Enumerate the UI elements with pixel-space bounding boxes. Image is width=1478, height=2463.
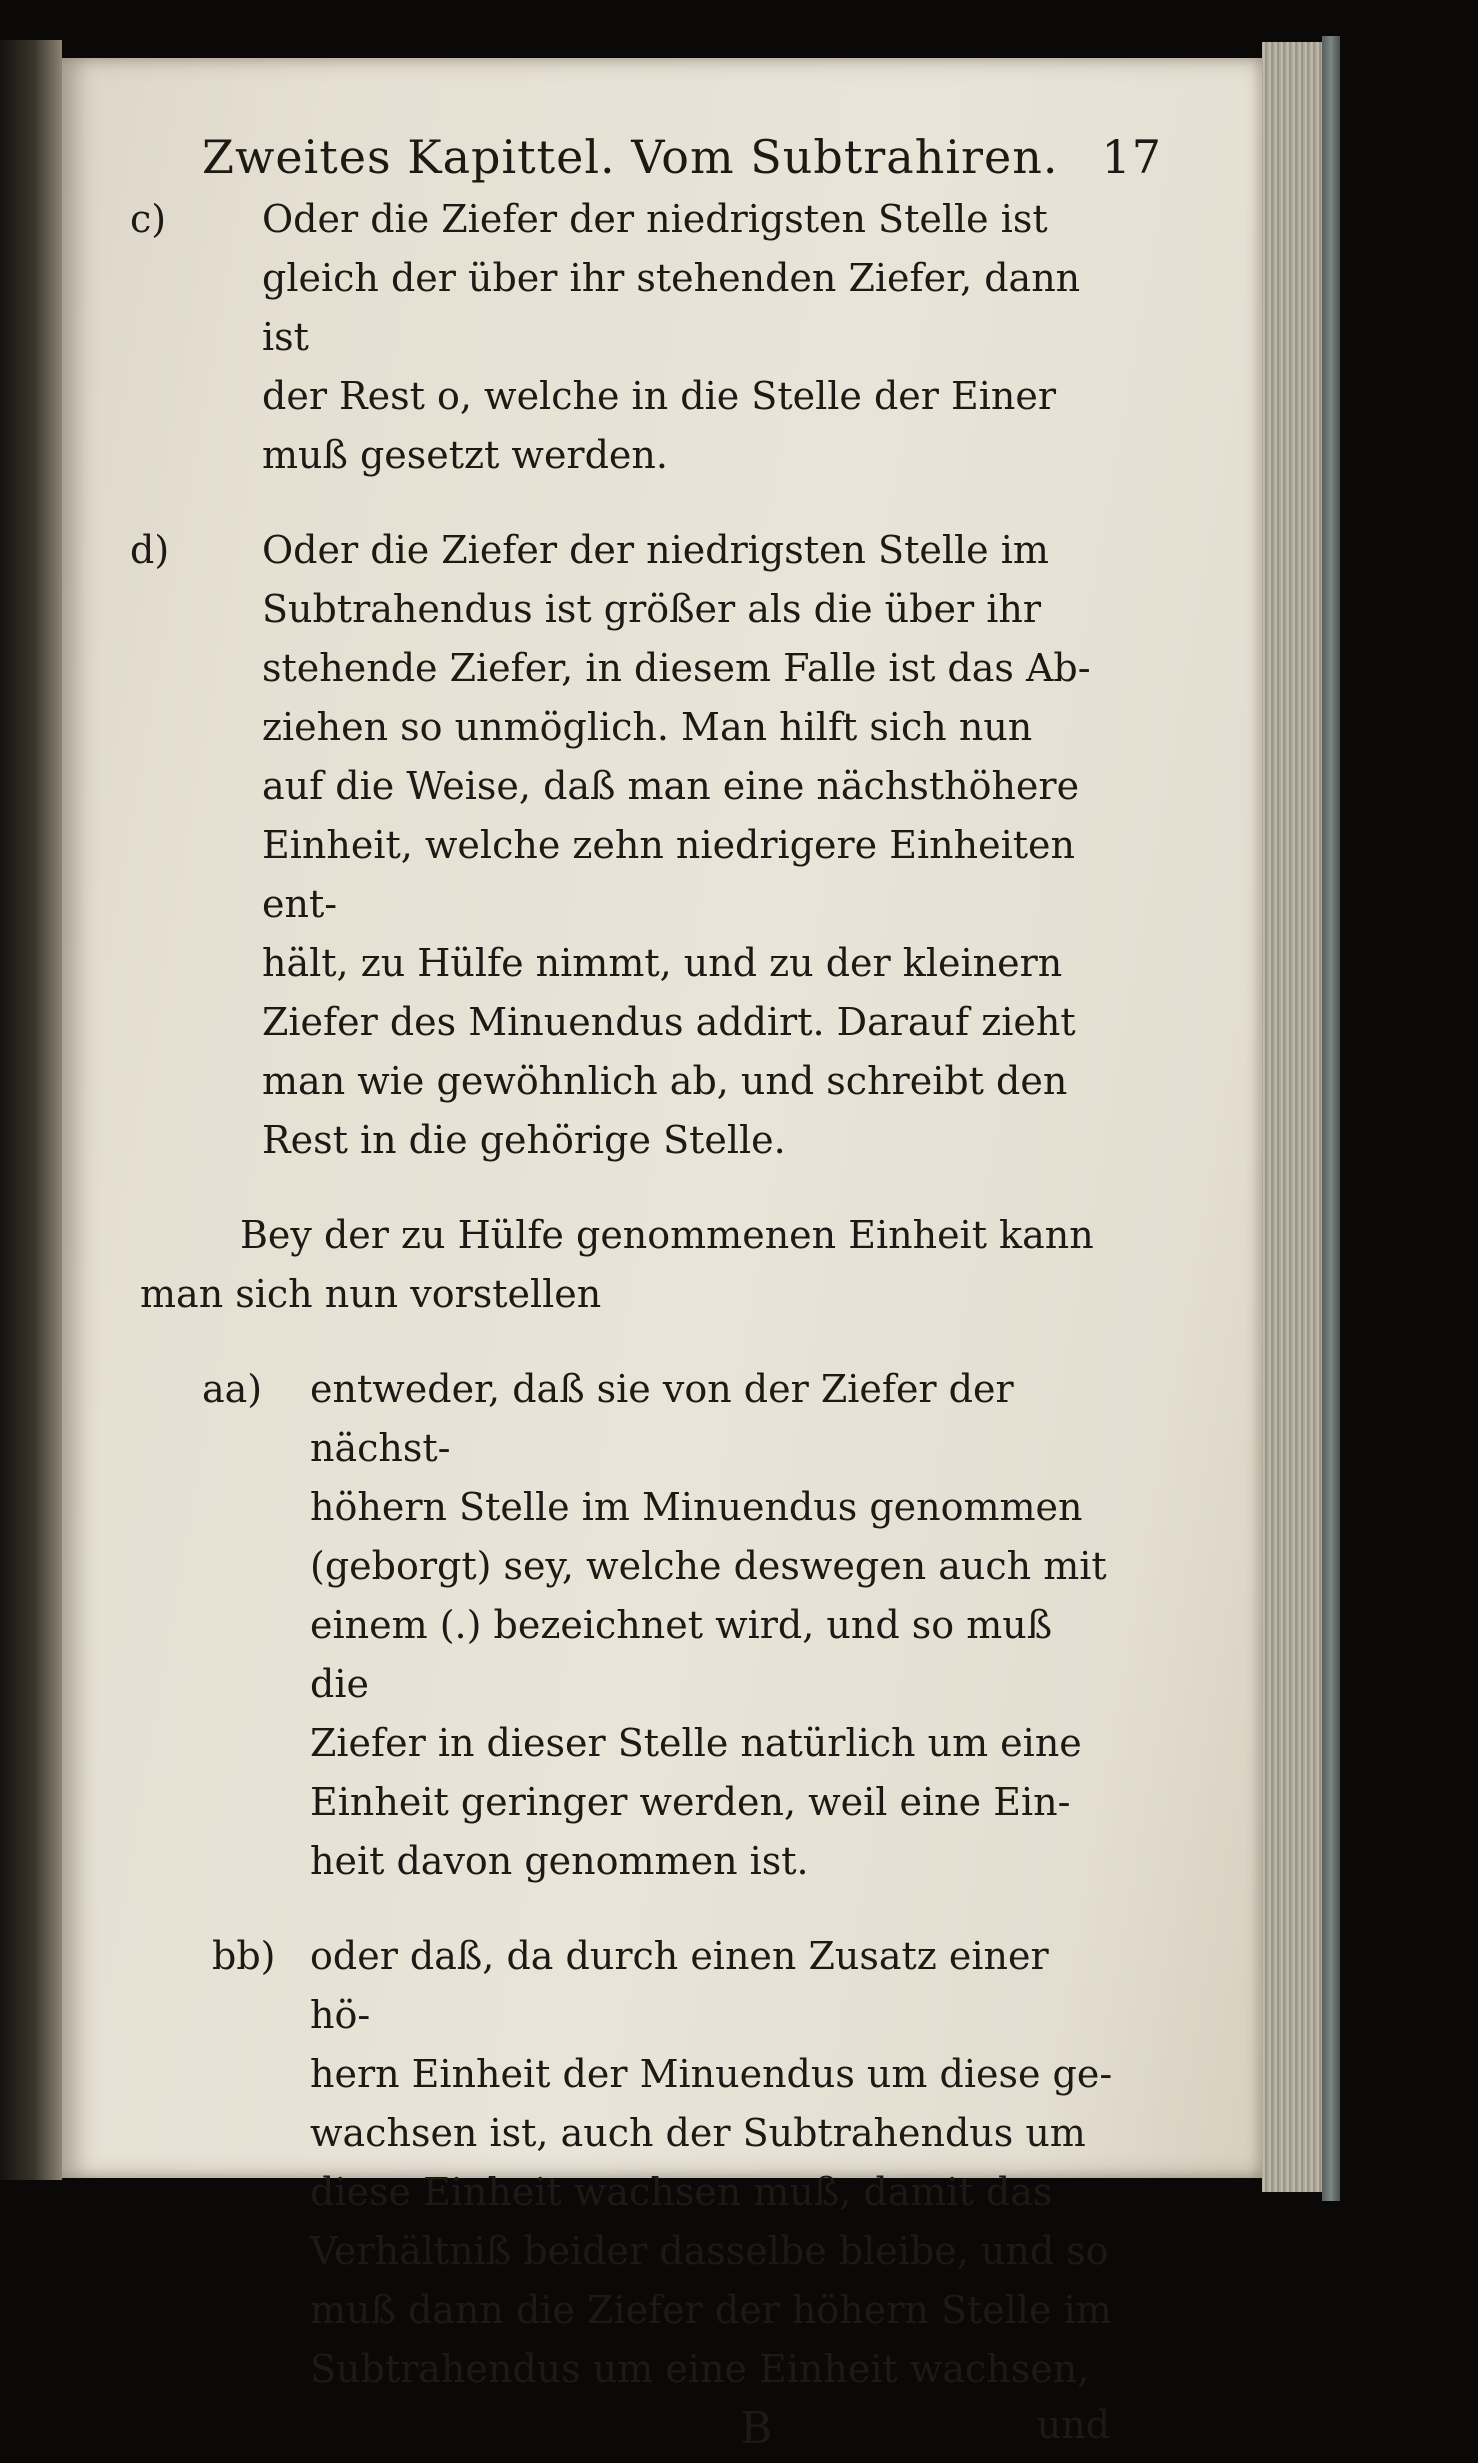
running-header xyxy=(202,130,1162,184)
text-line: Einheit geringer werden, weil eine Ein- xyxy=(310,1780,1071,1824)
running-title: Zweites Kapittel. Vom Subtrahiren. xyxy=(202,130,1059,184)
subsection-body xyxy=(310,1360,1120,1891)
text-line: Bey der zu Hülfe genommenen Einheit kann xyxy=(240,1213,1094,1257)
text-line: oder daß, da durch einen Zusatz einer hö- xyxy=(310,1934,1049,2037)
catchword: und xyxy=(1036,2403,1110,2447)
text-line: diese Einheit wachsen muß, damit das xyxy=(310,2170,1053,2214)
section-d xyxy=(130,521,1130,1170)
text-line: ziehen so unmöglich. Man hilft sich nun xyxy=(262,705,1033,749)
text-line: man wie gewöhnlich ab, und schreibt den xyxy=(262,1059,1068,1103)
text-line: muß gesetzt werden. xyxy=(262,433,668,477)
text-line: der Rest o, welche in die Stelle der Einer xyxy=(262,374,1057,418)
text-line: heit davon genommen ist. xyxy=(310,1839,809,1883)
page-text-block xyxy=(130,130,1162,2463)
text-line: gleich der über ihr stehenden Ziefer, dann ist xyxy=(262,256,1081,359)
left-page-edge xyxy=(0,40,62,2180)
text-line: entweder, daß sie von der Ziefer der nächst- xyxy=(310,1367,1014,1470)
text-line: Subtrahendus um eine Einheit wachsen, xyxy=(310,2347,1090,2391)
text-line: (geborgt) sey, welche deswegen auch mit xyxy=(310,1544,1107,1588)
subsection-marker: bb) xyxy=(212,1934,276,1978)
text-line: hält, zu Hülfe nimmt, und zu der kleinern xyxy=(262,941,1063,985)
body-paragraph xyxy=(140,1206,1140,1324)
page-fore-edge xyxy=(1262,42,1322,2192)
page-footer xyxy=(130,2403,1130,2463)
text-line: stehende Ziefer, in diesem Falle ist das Ab- xyxy=(262,646,1091,690)
text-line: auf die Weise, daß man eine nächsthöhere xyxy=(262,764,1080,808)
subsection-aa xyxy=(130,1360,1130,1891)
text-line: Einheit, welche zehn niedrigere Einheiten ent- xyxy=(262,823,1075,926)
text-line: höhern Stelle im Minuendus genommen xyxy=(310,1485,1083,1529)
text-line: Oder die Ziefer der niedrigsten Stelle im xyxy=(262,528,1049,572)
book-cover-edge xyxy=(1322,36,1340,2201)
text-line: einem (.) bezeichnet wird, und so muß die xyxy=(310,1603,1053,1706)
text-line: Oder die Ziefer der niedrigsten Stelle ist xyxy=(262,197,1048,241)
section-c xyxy=(130,190,1130,485)
section-body xyxy=(262,190,1132,485)
text-line: Ziefer in dieser Stelle natürlich um eine xyxy=(310,1721,1082,1765)
text-line: Rest in die gehörige Stelle. xyxy=(262,1118,786,1162)
section-marker: d) xyxy=(130,528,170,572)
subsection-bb xyxy=(130,1927,1130,2399)
text-line: Subtrahendus ist größer als die über ihr xyxy=(262,587,1041,631)
text-line: hern Einheit der Minuendus um diese ge- xyxy=(310,2052,1113,2096)
text-line: Verhältniß beider dasselbe bleibe, und so xyxy=(310,2229,1109,2273)
text-line: man sich nun vorstellen xyxy=(140,1272,602,1316)
section-marker: c) xyxy=(130,197,167,241)
subsection-body xyxy=(310,1927,1120,2399)
section-body xyxy=(262,521,1132,1170)
text-line: wachsen ist, auch der Subtrahendus um xyxy=(310,2111,1086,2155)
text-line: muß dann die Ziefer der höhern Stelle im xyxy=(310,2288,1112,2332)
text-line: Ziefer des Minuendus addirt. Darauf zieht xyxy=(262,1000,1076,1044)
signature-mark: B xyxy=(740,2403,773,2454)
subsection-marker: aa) xyxy=(202,1367,263,1411)
page-number: 17 xyxy=(1101,130,1162,184)
